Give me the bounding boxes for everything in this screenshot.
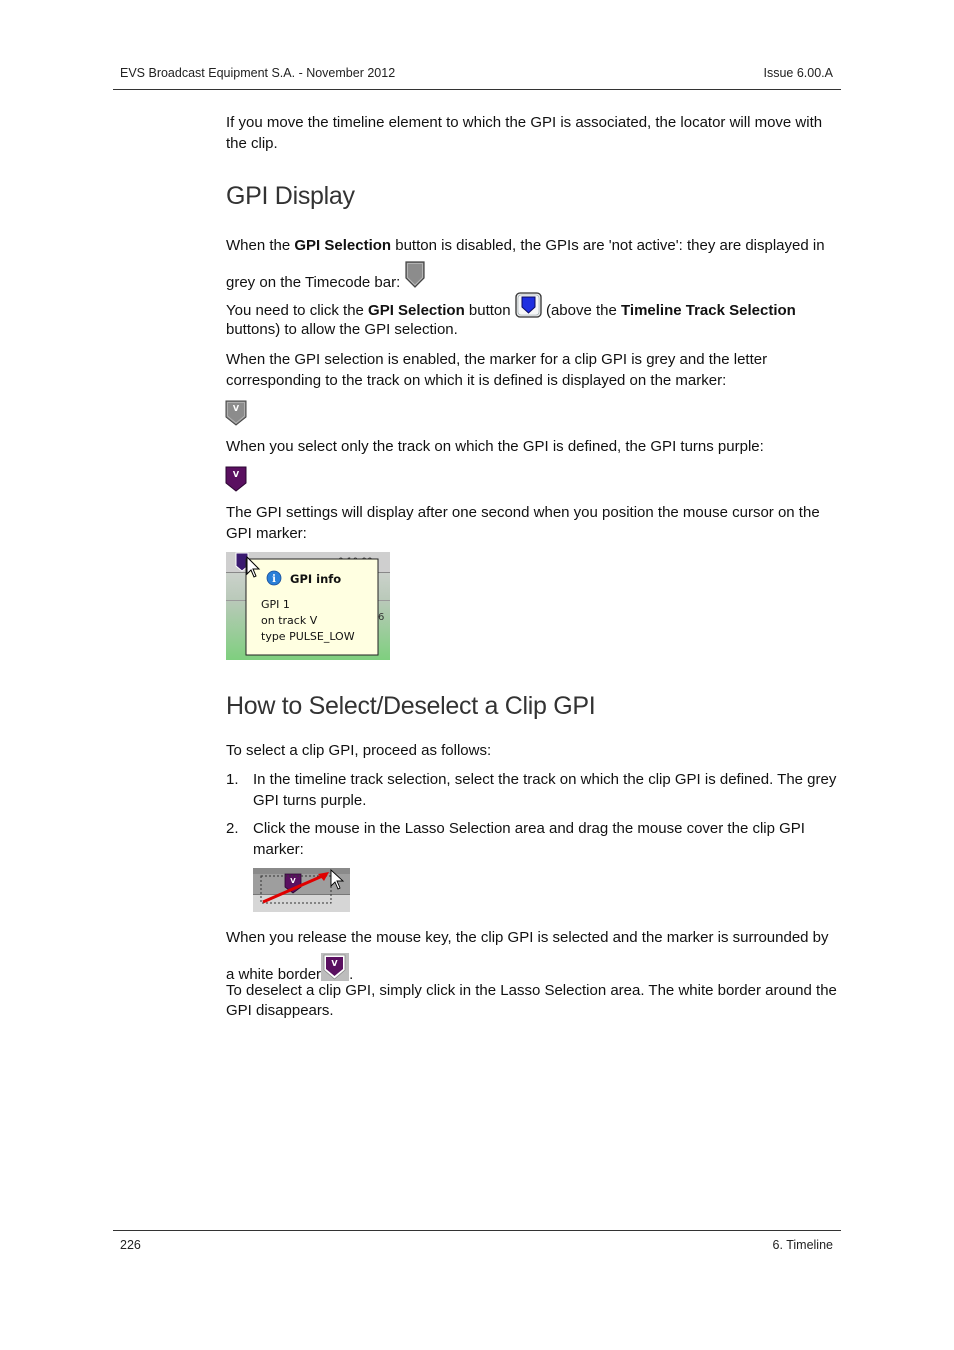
purple-v-marker-icon	[225, 466, 249, 493]
header-rule	[113, 89, 841, 90]
svg-text:V: V	[290, 877, 296, 885]
svg-text:V: V	[232, 404, 240, 413]
tooltip-line-1: GPI 1	[261, 598, 290, 611]
footer-rule	[113, 1230, 841, 1231]
gpi-display-paragraph-1: When the GPI Selection button is disabled, the GPIs are 'not active': they are displayed in grey on the Timecode bar:	[226, 237, 825, 291]
deselect-paragraph: To deselect a clip GPI, simply click in the Lasso Selection area. The white border around the GPI disappears.	[226, 982, 837, 1019]
release-paragraph: When you release the mouse key, the clip GPI is selected and the marker is surrounded by a white border V .	[226, 929, 829, 983]
gpi-display-paragraph-4: When you select only the track on which the GPI is defined, the GPI turns purple:	[226, 438, 764, 455]
page-number: 226	[120, 1238, 141, 1252]
gpi-info-screenshot	[226, 552, 390, 660]
gpi-display-paragraph-2: You need to click the GPI Selection button (above the Timeline Track Selection buttons) to allow the GPI selection.	[226, 292, 840, 339]
intro-paragraph: If you move the timeline element to which the GPI is associated, the locator will move with the clip.	[226, 114, 823, 152]
chapter-name: 6. Timeline	[772, 1238, 833, 1252]
tooltip-line-2: on track V	[261, 614, 318, 627]
gpi-display-paragraph-5: The GPI settings will display after one second when you position the mouse cursor on the GPI marker:	[226, 504, 820, 542]
tooltip-title: GPI info	[290, 572, 342, 586]
lasso-selection-screenshot	[253, 868, 350, 912]
tooltip-line-3: type PULSE_LOW	[261, 630, 355, 643]
header-right: Issue 6.00.A	[763, 66, 833, 80]
svg-text:i: i	[272, 574, 276, 585]
grey-gpi-marker-icon	[404, 261, 426, 289]
gpi-display-paragraph-3: When the GPI selection is enabled, the marker for a clip GPI is grey and the letter corresponding to the track on which it is defined is displayed on the marker:	[226, 351, 768, 389]
grey-v-marker-icon	[225, 400, 249, 427]
header-left: EVS Broadcast Equipment S.A. - November 2012	[120, 66, 396, 80]
select-intro: To select a clip GPI, proceed as follows:	[226, 742, 492, 759]
svg-text:V: V	[331, 959, 338, 968]
section-title-select-deselect: How to Select/Deselect a Clip GPI	[226, 692, 596, 720]
svg-text:V: V	[232, 470, 240, 479]
gpi-selection-button-icon	[515, 292, 542, 318]
section-title-gpi-display: GPI Display	[226, 182, 355, 210]
selected-gpi-marker-icon	[321, 953, 349, 981]
svg-text:6: 6	[378, 612, 385, 623]
